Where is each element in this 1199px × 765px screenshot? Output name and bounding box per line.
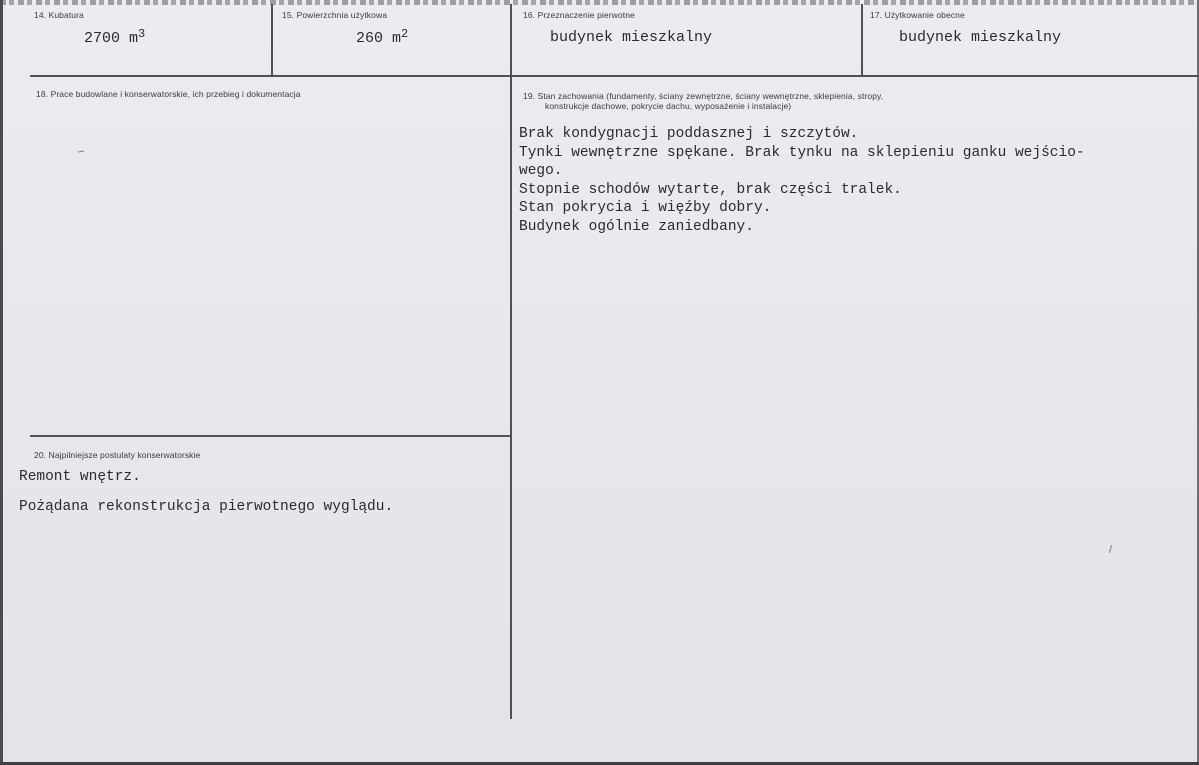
- kubatura-label: 14. Kubatura: [34, 10, 84, 20]
- stan-text: [519, 125, 1085, 236]
- przeznaczenie-label: 16. Przeznaczenie pierwotne: [523, 10, 635, 20]
- stan-label-cont: konstrukcje dachowe, pokrycie dachu, wyposażenie i instalacje): [545, 101, 792, 111]
- stan-line: Stopnie schodów wytarte, brak części tralek.: [519, 181, 902, 198]
- uzytkowanie-label: 17. Użytkowanie obecne: [870, 10, 965, 20]
- powierzchnia-exponent: 2: [401, 27, 409, 41]
- divider-15-16: [510, 4, 512, 75]
- divider-16-17: [861, 4, 863, 75]
- postulat-line: Pożądana rekonstrukcja pierwotnego wyglądu.: [19, 499, 394, 515]
- torn-top-edge: [0, 0, 1199, 5]
- uzytkowanie-value: budynek mieszkalny: [899, 29, 1062, 46]
- postulat-line: Remont wnętrz.: [19, 469, 141, 485]
- paper-speck: [1109, 545, 1112, 553]
- stan-line: Budynek ogólnie zaniedbany.: [519, 218, 754, 235]
- powierzchnia-label: 15. Powierzchnia użytkowa: [282, 10, 388, 20]
- kubatura-value: 2700 $m^3$: [84, 27, 146, 47]
- divider-main: [510, 77, 512, 719]
- prace-label: 18. Prace budowlane i konserwatorskie, ich przebieg i dokumentacja: [36, 89, 301, 99]
- stan-line: wego.: [519, 163, 563, 179]
- divider-14-15: [271, 4, 273, 75]
- postulaty-label: 20. Najpilniejsze postulaty konserwatorskie: [34, 450, 201, 460]
- divider-top-row: [30, 75, 1199, 77]
- powierzchnia-value: 260 $m^2$: [356, 27, 409, 47]
- stan-line: Tynki wewnętrzne spękane. Brak tynku na sklepieniu ganku wejścio-: [519, 144, 1085, 161]
- kubatura-exponent: 3: [138, 27, 146, 41]
- stan-line: Stan pokrycia i więźby dobry.: [519, 200, 772, 216]
- przeznaczenie-value: budynek mieszkalny: [550, 29, 713, 46]
- card-left-edge: [0, 0, 3, 765]
- paper-speck: [78, 150, 84, 152]
- stan-label: 19. Stan zachowania (fundamenty, ściany zewnętrzne, ściany wewnętrzne, sklepienia, stropy,: [523, 91, 884, 101]
- divider-18-20: [30, 435, 510, 437]
- stan-line: Brak kondygnacji poddasznej i szczytów.: [519, 126, 859, 142]
